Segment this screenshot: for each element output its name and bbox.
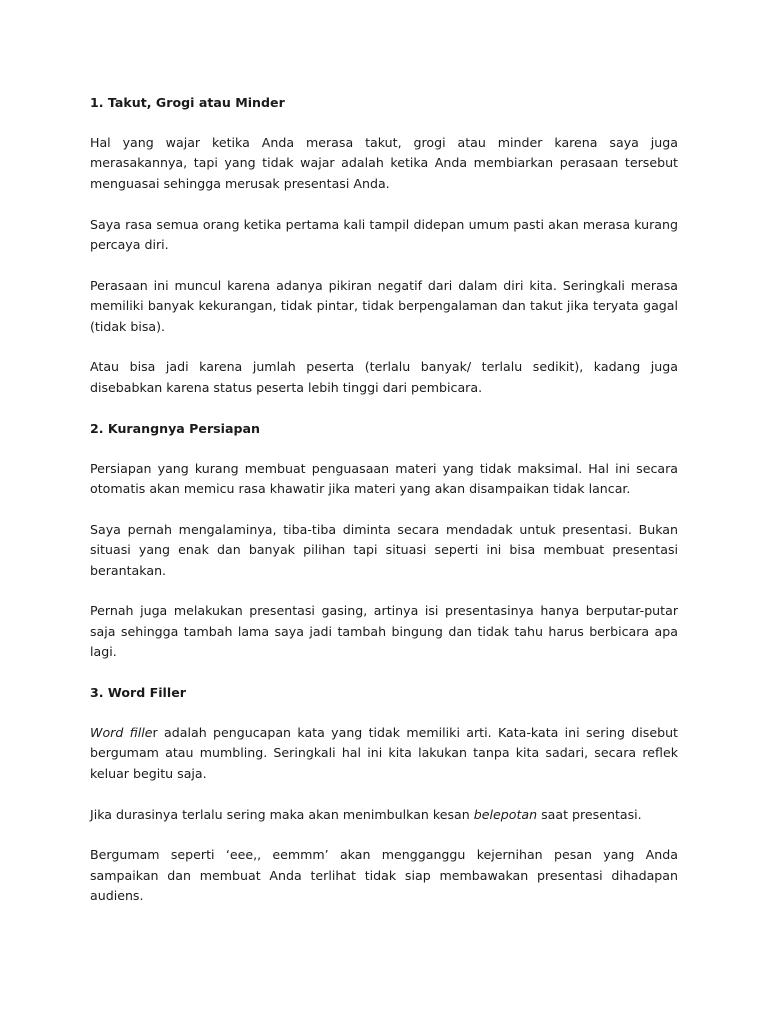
section-2-paragraph-3: Pernah juga melakukan presentasi gasing, artinya isi presentasinya hanya berputar-putar saja sehingga tambah lama saya jadi tambah bingung dan tidak tahu harus berbicara apa lagi. (90, 603, 678, 660)
italic-term: Word fille (90, 725, 153, 741)
section-1-paragraph-1: Hal yang wajar ketika Anda merasa takut, grogi atau minder karena saya juga merasakannya, tapi yang tidak wajar adalah ketika Anda membiarkan perasaan tersebut menguasai sehingga merusak presentasi Anda. (90, 135, 678, 191)
section-1-paragraph-3: Perasaan ini muncul karena adanya pikiran negatif dari dalam diri kita. Seringkali merasa memiliki banyak kekurangan, tidak pintar, tidak berpengalaman dan takut jika teryata gagal (tidak bisa). (90, 277, 678, 334)
section-1-paragraph-4: Atau bisa jadi karena jumlah peserta (terlalu banyak/ terlalu sedikit), kadang juga disebabkan karena status peserta lebih tinggi dari pembicara. (90, 359, 678, 395)
document-page (90, 93, 678, 907)
section-1-heading: 1. Takut, Grogi atau Minder (90, 95, 285, 110)
paragraph-text-end: saat presentasi. (537, 806, 642, 822)
section-2-heading: 2. Kurangnya Persiapan (90, 420, 260, 436)
italic-term: belepotan (473, 806, 538, 822)
section-1-paragraph-2: Saya rasa semua orang ketika pertama kali tampil didepan umum pasti akan merasa kurang percaya diri. (90, 216, 678, 253)
section-3-heading: 3. Word Filler (90, 685, 186, 701)
section-2-paragraph-1: Persiapan yang kurang membuat penguasaan materi yang tidak maksimal. Hal ini secara otomatis akan memicu rasa khawatir jika materi yang akan disampaikan tidak lancar. (90, 460, 678, 497)
paragraph-text: r adalah pengucapan kata yang tidak memiliki arti. Kata-kata ini sering disebut bergumam atau mumbling. Seringkali hal ini kita lakukan tanpa kita sadari, secara reflek keluar begitu saja. (90, 725, 678, 781)
section-3-paragraph-1 (90, 723, 678, 784)
paragraph-text-start: Jika durasinya terlalu sering maka akan menimbulkan kesan (90, 806, 474, 822)
section-3-paragraph-2 (90, 805, 678, 825)
section-2-paragraph-2: Saya pernah mengalaminya, tiba-tiba diminta secara mendadak untuk presentasi. Bukan situasi yang enak dan banyak pilihan tapi situasi seperti ini bisa membuat presentasi berantakan. (90, 521, 678, 578)
section-3-paragraph-3: Bergumam seperti ‘eee,, eemmm’ akan mengganggu kejernihan pesan yang Anda sampaikan dan membuat Anda terlihat tidak siap membawakan presentasi dihadapan audiens. (90, 847, 678, 904)
